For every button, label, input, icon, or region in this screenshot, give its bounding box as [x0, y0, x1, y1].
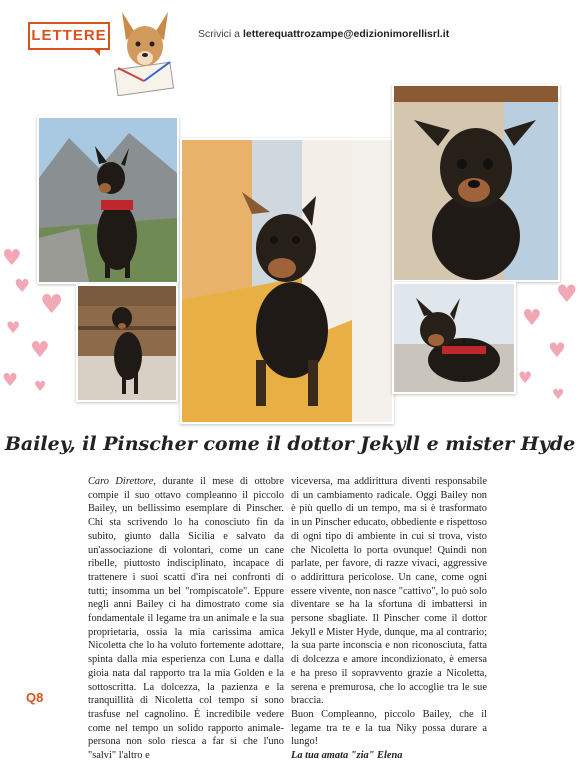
- heart-icon: ♥: [34, 379, 47, 395]
- photo-dog-bench: [76, 284, 178, 402]
- heart-icon: ♥: [40, 290, 64, 320]
- heart-icon: ♥: [2, 246, 22, 271]
- heart-icon: ♥: [14, 276, 31, 297]
- photo-dog-mountain: [37, 116, 179, 284]
- closing-text: Buon Compleanno, piccolo Bailey, che il legame tra te e la tua Niky possa durare a lungo!: [291, 708, 487, 748]
- contact-email-link[interactable]: letterequattrozampe@edizionimorellisrl.it: [242, 28, 450, 40]
- section-label: LETTERE: [28, 22, 110, 50]
- heart-icon: ♥: [552, 387, 565, 403]
- page-number: Q8: [26, 690, 44, 705]
- salutation: Caro Direttore,: [88, 476, 156, 487]
- heart-icon: ♥: [518, 368, 533, 387]
- signature: La tua amata "zia" Elena: [291, 750, 403, 762]
- heart-icon: ♥: [30, 338, 50, 363]
- heart-icon: ♥: [556, 280, 578, 308]
- article-column-1: [88, 475, 284, 763]
- contact-line: [198, 28, 449, 40]
- heart-icon: ♥: [2, 370, 19, 391]
- photo-dog-closeup: [392, 84, 560, 282]
- photo-dog-harness: [392, 282, 516, 394]
- heart-icon: ♥: [548, 338, 566, 362]
- column-1-text: durante il mese di ottobre compie il suo ottavo compleanno il piccolo Bailey, un bellissimo esemplare di Pinscher. Chi sta scrivendo lo ha conosciuto fin da subito, giunto dalla Sicilia e salvato da un'associazione di volontari, come un cane ribelle, piuttosto indisciplinato, incapace di trattenere i suoi scatti d'ira nei confronti di tutti; insomma un bel "rompiscatole". Eppure negli anni Bailey ci ha dimostrato come sia fondamentale il legame tra un animale e la sua proprietaria, ossia la mia carissima amica Nicoletta che lo ha voluto fortemente adottare, spinta dalla mia esperienza con Luna e dalla gioia nata dal rapporto tra la mia Golden e la sottoscritta. La dolcezza, la pazienza e la tranquillità di Nicoletta col tempo si sono trasfuse nel cagnolino. È incredibile vedere come nel tempo un solido rapporto animale-persona non solo riesca a far sì che l'uno "salvi" l'altro e: [88, 476, 284, 762]
- column-2-text: viceversa, ma addirittura diventi responsabile di un cambiamento radicale. Oggi Bailey non è più quello di un tempo, ma si è trasformato in un Pinscher educato, obbediente e rispettoso di ogni tipo di ambiente in cui si trova, visto che Nicoletta lo porta ovunque! Quindi non parlate, per favore, di razze vivaci, aggressive o addirittura pericolose. Un cane, come ogni essere vivente, non nasce "cattivo", lo può solo diventare se ha la sfortuna di imbattersi in persone sbagliate. Il Pinscher come il dottor Jekyll e Mister Hyde, dunque, ma al contrario; la sua parte inconscia e non riconosciuta, fatta di dolcezza e amore incondizionato, è emersa e ha preso il sopravvento grazie a Nicoletta, serena e premurosa, che lo accoglie tra le sue braccia.: [291, 476, 487, 707]
- mascot-dog-icon: [110, 6, 180, 96]
- contact-prefix: Scrivici a: [198, 28, 241, 40]
- heart-icon: ♥: [522, 306, 542, 331]
- article-title: Bailey, il Pinscher come il dottor Jekyll e mister Hyde: [4, 433, 576, 455]
- heart-icon: ♥: [6, 318, 21, 337]
- photo-dog-floor: [180, 138, 394, 424]
- article-column-2: [291, 475, 487, 763]
